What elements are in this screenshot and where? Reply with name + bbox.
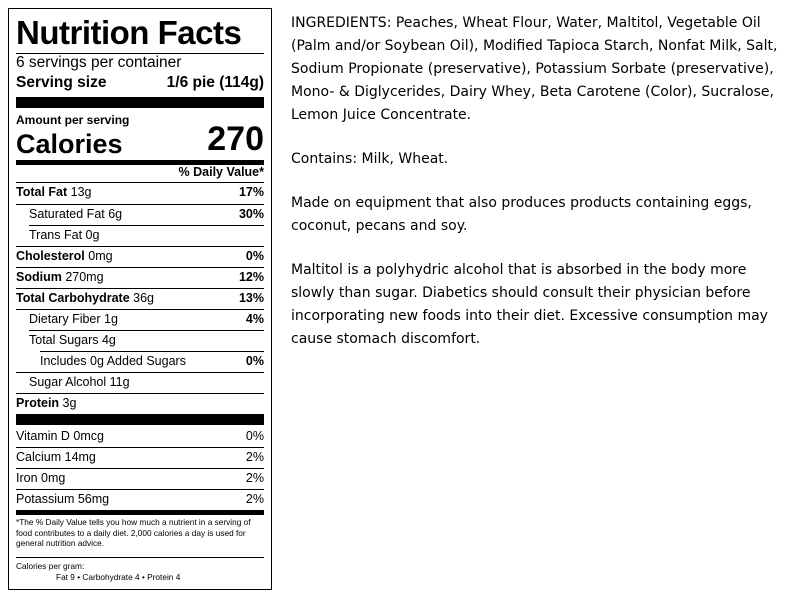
nutrient-name: Protein xyxy=(16,396,60,410)
vitamin-dv: 2% xyxy=(245,450,264,464)
maltitol-paragraph: Maltitol is a polyhydric alcohol that is absorbed in the body more slowly than sugar. Diabetics should consult their physician before incorporating new foods into their diet. Excessive consumption may cause stomach discomfort. xyxy=(291,262,768,347)
vitamin-name: Calcium 14mg xyxy=(16,450,96,464)
nutrient-row-sugar-alcohol xyxy=(16,373,264,391)
nutrient-row-cholesterol xyxy=(16,247,264,265)
nutrient-amount: 3g xyxy=(62,396,77,410)
amount-per-serving: Amount per serving xyxy=(16,113,130,127)
nutrient-row-total-fat xyxy=(16,183,264,201)
vitamin-row-vitamin-d xyxy=(16,427,264,445)
calories-value: 270 xyxy=(207,120,264,158)
thick-divider xyxy=(16,414,264,425)
nutrient-name: Sodium xyxy=(16,270,62,284)
nutrient-row-total-sugars xyxy=(16,331,264,349)
nutrient-dv: 12% xyxy=(238,270,264,284)
nutrient-dv: 30% xyxy=(238,207,264,221)
nutrient-name: Total Carbohydrate xyxy=(16,291,130,305)
nutrient-amount: 13g xyxy=(70,185,92,199)
vitamin-name: Vitamin D 0mcg xyxy=(16,429,104,443)
ingredients-paragraph: INGREDIENTS: Peaches, Wheat Flour, Water, Maltitol, Vegetable Oil (Palm and/or Soybean Oil), Modified Tapioca Starch, Nonfat Milk, Salt, Sodium Propionate (preservative), Potassium Sorbate (preservative), Mono- & Diglycerides, Dairy Whey, Beta Carotene (Color), Sucralose, Lemon Juice Concentrate. xyxy=(291,15,778,123)
nutrient-dv: 0% xyxy=(245,249,264,263)
nutrient-name: Cholesterol xyxy=(16,249,85,263)
nutrient-row-dietary-fiber xyxy=(16,310,264,328)
nutrient-row-sodium xyxy=(16,268,264,286)
nutrient-dv: 13% xyxy=(238,291,264,305)
nutrition-facts-label xyxy=(8,8,272,590)
contains-paragraph: Contains: Milk, Wheat. xyxy=(291,151,449,167)
nutrient-amount: 1g xyxy=(104,312,118,326)
nutrient-name: Saturated Fat xyxy=(29,207,105,221)
nutrient-row-trans-fat xyxy=(16,226,264,244)
vitamin-dv: 2% xyxy=(245,492,264,506)
nutrient-dv: 17% xyxy=(238,185,264,199)
divider xyxy=(16,557,264,558)
nutrient-amount: 270mg xyxy=(65,270,104,284)
nutrient-row-saturated-fat xyxy=(16,205,264,223)
servings-per-container: 6 servings per container xyxy=(16,54,182,71)
calories-per-gram-label: Calories per gram: xyxy=(16,561,85,571)
nutrient-amount: 6g xyxy=(108,207,123,221)
vitamin-row-calcium xyxy=(16,448,264,466)
nutrient-amount: Fat 0g xyxy=(63,228,100,242)
nutrient-name: Dietary Fiber xyxy=(29,312,101,326)
vitamin-dv: 2% xyxy=(245,471,264,485)
nutrient-name: Total Sugars xyxy=(29,333,99,347)
thick-divider xyxy=(16,97,264,108)
nutrient-name: Sugar Alcohol xyxy=(29,375,107,389)
equipment-paragraph: Made on equipment that also produces products containing eggs, coconut, pecans and soy. xyxy=(291,195,752,234)
vitamin-name: Iron 0mg xyxy=(16,471,66,485)
nutrient-dv: 4% xyxy=(245,312,264,326)
nutrient-name: Trans xyxy=(29,228,61,242)
nutrition-facts-title: Nutrition Facts xyxy=(16,14,242,51)
nutrient-amount: 36g xyxy=(133,291,155,305)
nutrient-row-total-carbohydrate xyxy=(16,289,264,307)
serving-size-value: 1/6 pie (114g) xyxy=(166,74,264,91)
vitamin-name: Potassium 56mg xyxy=(16,492,110,506)
medium-divider xyxy=(16,510,264,515)
vitamin-row-potassium xyxy=(16,490,264,508)
serving-size-label: Serving size xyxy=(16,74,107,91)
calories-per-gram-values: Fat 9 • Carbohydrate 4 • Protein 4 xyxy=(56,572,181,582)
nutrient-name: Includes 0g Added Sugars xyxy=(40,354,186,368)
nutrient-name: Total Fat xyxy=(16,185,68,199)
calories-label: Calories xyxy=(16,129,123,159)
nutrient-amount: 4g xyxy=(101,333,116,347)
daily-value-footnote: *The % Daily Value tells you how much a nutrient in a serving of food contributes to a daily diet. 2,000 calories a day is used for general nutrition advice. xyxy=(16,517,251,548)
product-info-text xyxy=(291,12,791,372)
nutrient-dv: 0% xyxy=(245,354,264,368)
vitamin-row-iron xyxy=(16,469,264,487)
nutrient-amount: 0mg xyxy=(88,249,113,263)
serving-size xyxy=(16,73,264,93)
vitamin-dv: 0% xyxy=(245,429,264,443)
daily-value-header: % Daily Value* xyxy=(178,165,264,179)
nutrient-row-protein xyxy=(16,394,264,412)
nutrient-row-added-sugars xyxy=(16,352,264,370)
nutrient-amount: 11g xyxy=(109,375,130,389)
